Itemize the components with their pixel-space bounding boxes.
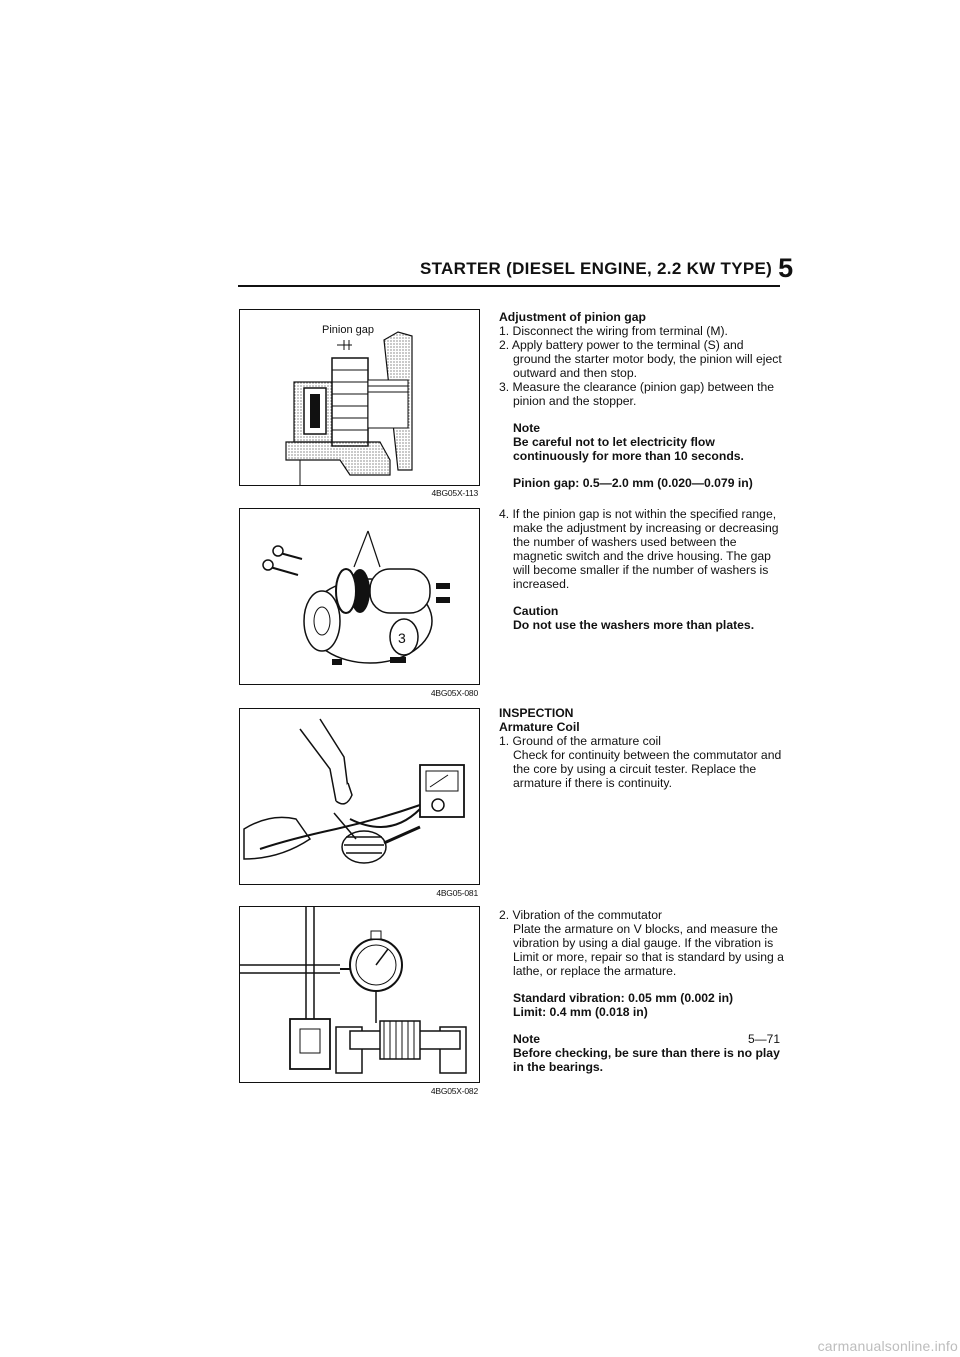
figure-code-4: 4BG05X-082 <box>430 1086 478 1096</box>
step-2: 2. Apply battery power to the terminal (S) and ground the starter motor body, the pinion will eject outward and then stop. <box>499 338 782 380</box>
step-3: 3. Measure the clearance (pinion gap) between the pinion and the stopper. <box>499 380 775 408</box>
section-heading: Adjustment of pinion gap <box>499 310 646 324</box>
limit-vibration-spec: Limit: 0.4 mm (0.018 in) <box>513 1005 648 1019</box>
ground-item-text: Check for continuity between the commutator and the core by using a circuit tester. Replace the armature if there is continuity. <box>513 748 782 790</box>
pinion-gap-figure <box>239 309 480 486</box>
figure-code-1: 4BG05X-113 <box>431 488 478 498</box>
caution-text: Do not use the washers more than plates. <box>513 618 755 632</box>
vibration-section <box>499 908 784 1074</box>
page-number: 5—71 <box>747 1032 780 1046</box>
vibration-item-title: 2. Vibration of the commutator <box>499 908 663 922</box>
pinion-gap-label: Pinion gap <box>322 324 374 336</box>
vibration-note-title: Note <box>513 1032 541 1046</box>
pinion-gap-adjustment-section <box>499 310 784 490</box>
armature-coil-test-figure <box>239 708 480 885</box>
commutator-vibration-figure <box>239 906 480 1083</box>
note-text: Be careful not to let electricity flow continuously for more than 10 seconds. <box>513 435 744 463</box>
standard-vibration-spec: Standard vibration: 0.05 mm (0.002 in) <box>513 991 734 1005</box>
page-header-title: STARTER (DIESEL ENGINE, 2.2 KW TYPE) 5 <box>420 253 794 283</box>
starter-washer-figure <box>239 508 480 685</box>
pinion-gap-spec: Pinion gap: 0.5—2.0 mm (0.020—0.079 in) <box>513 476 753 490</box>
figure-code-3: 4BG05-081 <box>436 888 478 898</box>
ground-item-title: 1. Ground of the armature coil <box>499 734 661 748</box>
svg-text:3: 3 <box>398 630 406 646</box>
step-4: 4. If the pinion gap is not within the specified range, make the adjustment by increasing or decreasing the number of washers used between the magnetic switch and the drive housing. The gap will become smaller if the number of washers is increased. <box>499 507 779 591</box>
vibration-item-text: Plate the armature on V blocks, and measure the vibration by using a dial gauge. If the vibration is Limit or more, repair so that is standard by using a lathe, or replace the armature. <box>513 922 784 978</box>
step-1: 1. Disconnect the wiring from terminal (M). <box>499 324 728 338</box>
note-title: Note <box>513 421 541 435</box>
site-watermark: carmanualsonline.info <box>817 1338 958 1354</box>
inspection-section <box>499 706 784 790</box>
vibration-note-text: Before checking, be sure than there is no play in the bearings. <box>513 1046 780 1074</box>
inspection-heading: INSPECTION <box>499 706 574 720</box>
armature-coil-heading: Armature Coil <box>499 720 580 734</box>
figure-code-2: 4BG05X-080 <box>430 688 478 698</box>
pinion-gap-step-4-section <box>499 507 784 632</box>
caution-title: Caution <box>513 604 559 618</box>
section-number: 5 <box>778 253 794 283</box>
header-rule <box>238 285 780 287</box>
